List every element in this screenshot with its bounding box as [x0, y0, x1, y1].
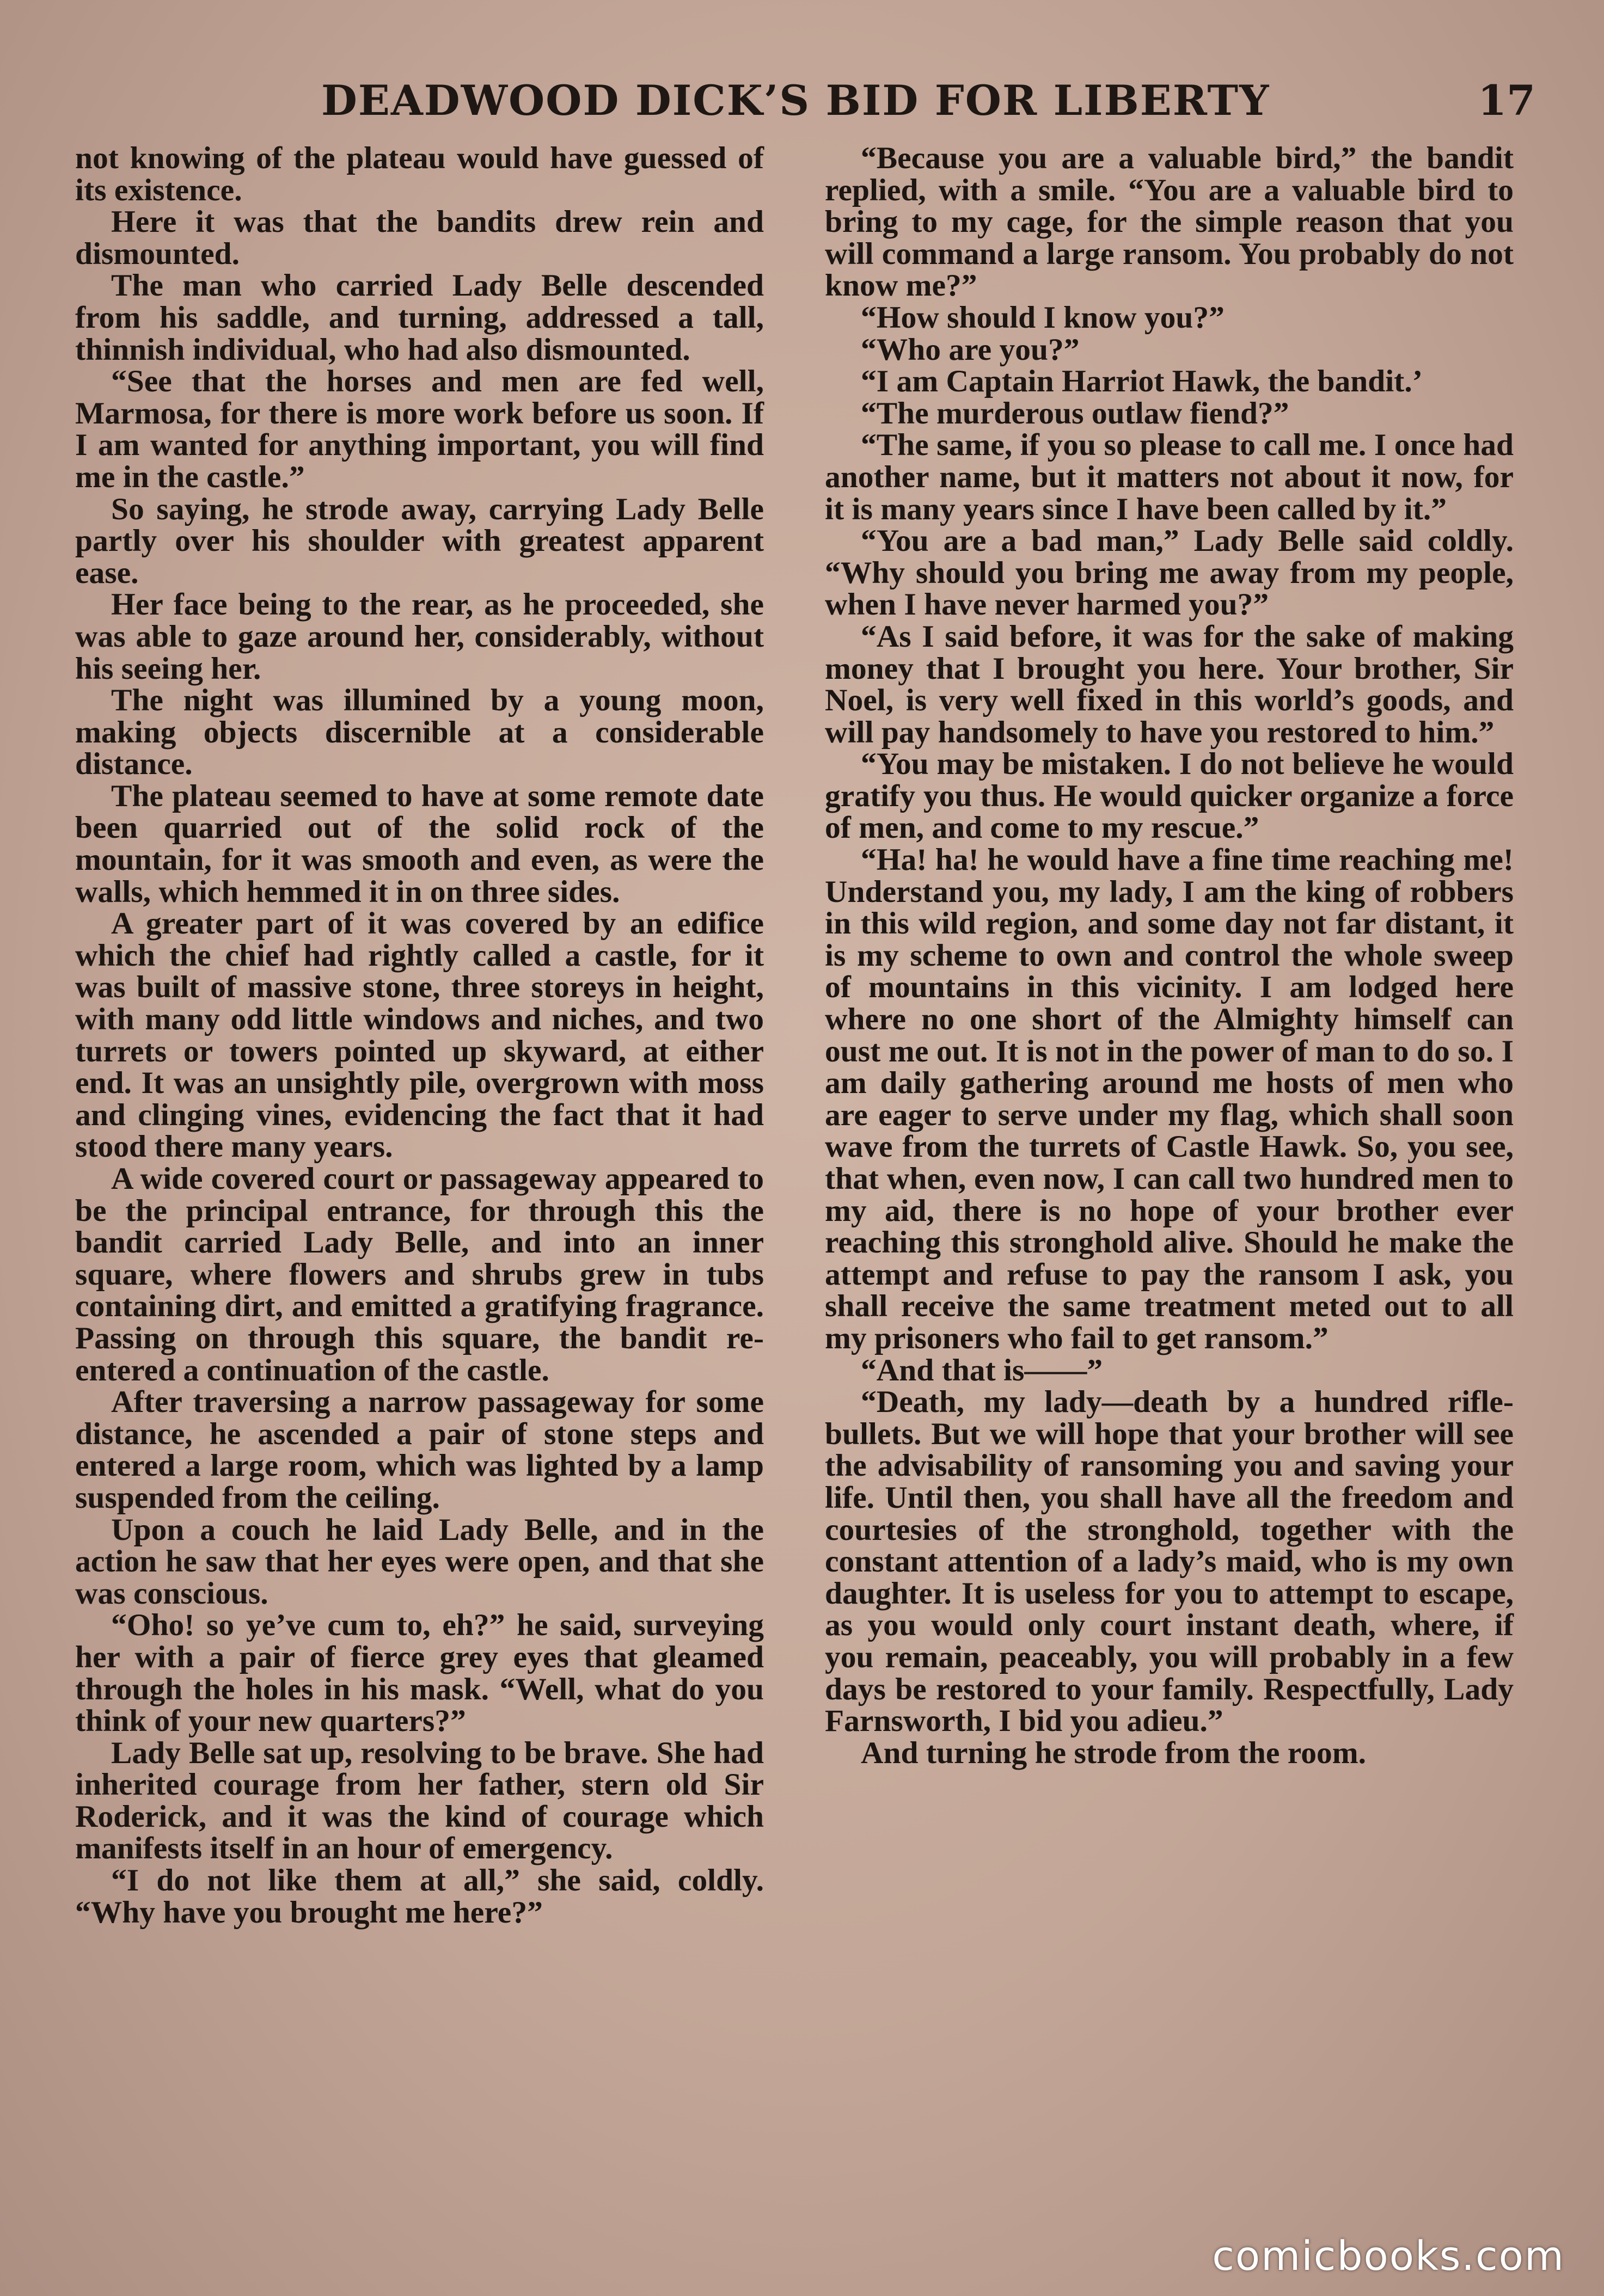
paragraph: The night was illumined by a young moon, making objects discernible at a considerable distance. — [75, 683, 764, 782]
paragraph: not knowing of the plateau would have guessed of its existence. — [75, 141, 764, 207]
paragraph: “Who are you?” — [861, 332, 1080, 367]
paragraph: After traversing a narrow passageway for some distance, he ascended a pair of stone steps and entered a large room, which was lighted by a lamp suspended from the ceiling. — [75, 1385, 764, 1515]
paragraph: “You are a bad man,” Lady Belle said coldly. “Why should you bring me away from my people, when I have never harmed you?” — [825, 524, 1514, 622]
paragraph: “As I said before, it was for the sake of making money that I brought you here. Your brother, Sir Noel, is very well fixed in this world’s goods, and will pay handsomely to have you restored to him.” — [825, 619, 1514, 750]
paragraph: And turning he strode from the room. — [861, 1735, 1367, 1770]
paragraph: The plateau seemed to have at some remote date been quarried out of the solid rock of the mountain, for it was smooth and even, as were the walls, which hemmed it in on three sides. — [75, 778, 764, 909]
running-title: DEADWOOD DICK’S BID FOR LIBERTY — [321, 76, 1270, 125]
right-text-column — [825, 143, 1514, 1769]
watermark: comicbooks.com — [1212, 2233, 1565, 2280]
page-number: 17 — [1478, 76, 1535, 125]
paragraph: “The murderous outlaw fiend?” — [861, 396, 1289, 431]
paragraph: “Oho! so ye’ve cum to, eh?” he said, surveying her with a pair of fierce grey eyes that gleamed through the holes in his mask. “Well, what do you think of your new quarters?” — [75, 1608, 764, 1739]
left-text-column — [75, 143, 764, 1929]
paragraph: “The same, if you so please to call me. I once had another name, but it matters not about it now, for it is many years since I have been called by it.” — [825, 428, 1514, 526]
paragraph: Here it was that the bandits drew rein and dismounted. — [75, 205, 764, 271]
paragraph: “You may be mistaken. I do not believe he would gratify you thus. He would quicker organize a force of men, and come to my rescue.” — [825, 747, 1514, 845]
paragraph: “Ha! ha! he would have a fine time reaching me! Understand you, my lady, I am the king of robbers in this wild region, and some day not far distant, it is my scheme to own and control the whole sweep of mountains in this vicinity. I am lodged here where no one short of the Almighty himself can oust me out. It is not in the power of man to do so. I am daily gathering around me hosts of men who are eager to serve under my flag, which shall soon wave from the turrets of Castle Hawk. So, you see, that when, even now, I can call two hundred men to my aid, there is no hope of your brother ever reaching this stronghold alive. Should he make the attempt and refuse to pay the ransom I ask, you shall receive the same treatment meted out to all my prisoners who fail to get ransom.” — [825, 843, 1514, 1355]
paragraph: A wide covered court or passageway appeared to be the principal entrance, for through this the bandit carried Lady Belle, and into an inner square, where flowers and shrubs grew in tubs containing dirt, and emitted a gratifying fragrance. Passing on through this square, the bandit re-entered a continuation of the castle. — [75, 1162, 764, 1388]
paragraph: “And that is——” — [861, 1353, 1103, 1388]
paragraph: So saying, he strode away, carrying Lady Belle partly over his shoulder with greatest apparent ease. — [75, 492, 764, 590]
paragraph: Lady Belle sat up, resolving to be brave. She had inherited courage from her father, stern old Sir Roderick, and it was the kind of courage which manifests itself in an hour of emergency. — [75, 1735, 764, 1866]
paragraph: “Death, my lady—death by a hundred rifle-bullets. But we will hope that your brother will see the advisability of ransoming you and saving your life. Until then, you shall have all the freedom and courtesies of the stronghold, together with the constant attention of a lady’s maid, who is my own daughter. It is useless for you to attempt to escape, as you would only court instant death, where, if you remain, peaceably, you will probably in a few days be restored to your family. Respectfully, Lady Farnsworth, I bid you adieu.” — [825, 1385, 1514, 1739]
paragraph: “See that the horses and men are fed well, Marmosa, for there is more work before us soon. If I am wanted for anything important, you will find me in the castle.” — [75, 364, 764, 494]
paragraph: A greater part of it was covered by an edifice which the chief had rightly called a castle, for it was built of massive stone, three storeys in height, with many odd little windows and niches, and two turrets or towers pointed up skyward, at either end. It was an unsightly pile, overgrown with moss and clinging vines, evidencing the fact that it had stood there many years. — [75, 906, 764, 1164]
paragraph: Her face being to the rear, as he proceeded, she was able to gaze around her, considerably, without his seeing her. — [75, 587, 764, 686]
paragraph: The man who carried Lady Belle descended from his saddle, and turning, addressed a tall, thinnish individual, who had also dismounted. — [75, 268, 764, 367]
paragraph: “I am Captain Harriot Hawk, the bandit.’ — [861, 364, 1423, 399]
paragraph: “I do not like them at all,” she said, coldly. “Why have you brought me here?” — [75, 1863, 764, 1930]
paragraph: “How should I know you?” — [861, 300, 1225, 335]
paragraph: “Because you are a valuable bird,” the bandit replied, with a smile. “You are a valuable bird to bring to my cage, for the simple reason that you will command a large ransom. You probably do not know me?” — [825, 141, 1514, 303]
paragraph: Upon a couch he laid Lady Belle, and in the action he saw that her eyes were open, and that she was conscious. — [75, 1512, 764, 1611]
page-header — [76, 76, 1546, 136]
